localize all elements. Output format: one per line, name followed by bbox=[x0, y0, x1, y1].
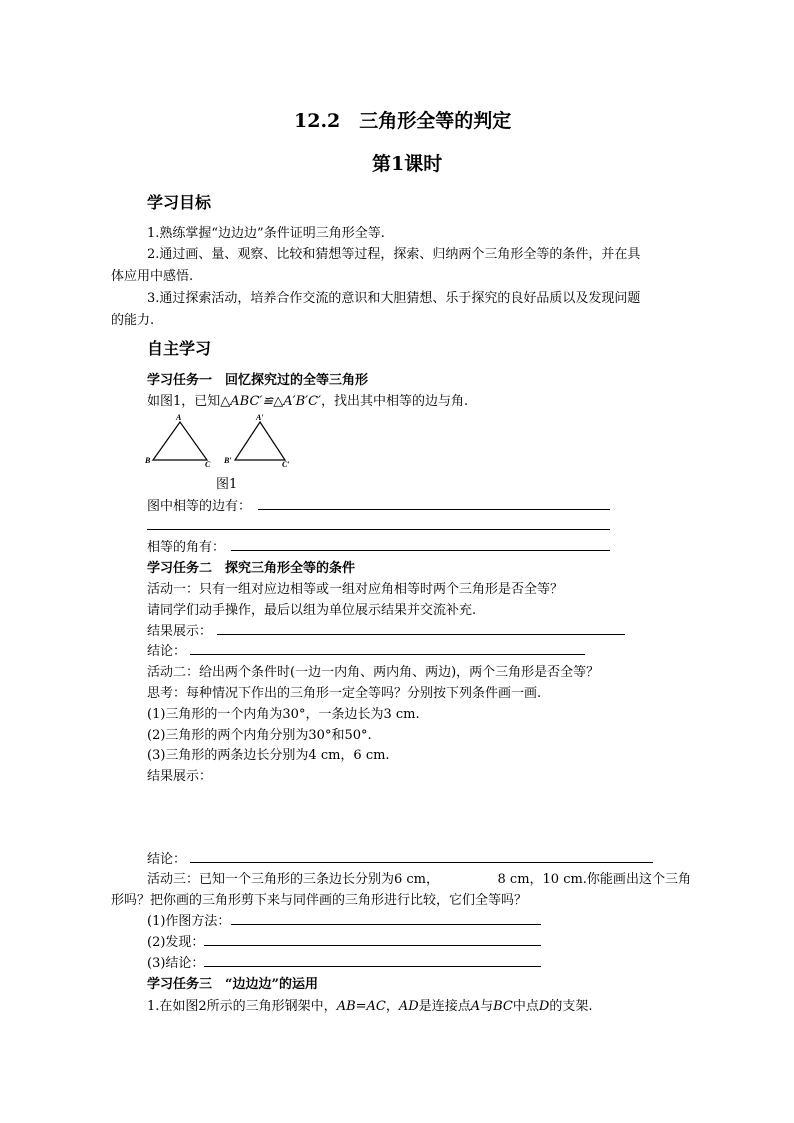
equal-sides-blank-2[interactable] bbox=[147, 529, 610, 530]
task3-q1-sep1: ， bbox=[385, 999, 399, 1014]
goal-3-line1: 3.通过探索活动，培养合作交流的意识和大胆猜想、乐于探究的良好品质以及发现问题 bbox=[147, 291, 641, 306]
label-c: C bbox=[205, 460, 211, 469]
label-a-prime: A′ bbox=[256, 413, 264, 422]
activity-2-conclusion-blank[interactable] bbox=[190, 862, 653, 863]
condition-3: (3)三角形的两条边长分别为4 cm，6 cm. bbox=[147, 748, 390, 763]
figure-1-caption: 图1 bbox=[216, 477, 238, 492]
activity-3-q3-label: (3)结论： bbox=[147, 956, 205, 971]
equal-angles-blank[interactable] bbox=[231, 550, 610, 551]
triangle-abc bbox=[153, 422, 207, 460]
equal-sides-blank-1[interactable] bbox=[258, 509, 610, 510]
activity-2-conclusion-label: 结论： bbox=[147, 852, 187, 867]
task3-q1-math-a: A bbox=[470, 999, 481, 1014]
task3-q1-sep3: 与 bbox=[480, 999, 494, 1014]
equal-angles-label: 相等的角有： bbox=[147, 540, 226, 555]
label-b-prime: B′ bbox=[224, 456, 232, 465]
triangle-a1b1c1 bbox=[235, 422, 285, 460]
task3-q1-sep4: 中点 bbox=[512, 999, 539, 1014]
goals-heading: 学习目标 bbox=[147, 193, 212, 212]
task1-prompt-math: △ABC′≌△A′B′C′ bbox=[220, 394, 321, 409]
condition-1: (1)三角形的一个内角为30°，一条边长为3 cm. bbox=[147, 707, 420, 722]
self-study-heading: 自主学习 bbox=[147, 339, 212, 358]
label-c-prime: C′ bbox=[282, 460, 290, 469]
activity-3-line1: 活动三：已知一个三角形的三条边长分别为6 cm， 8 cm，10 cm.你能画出这个三角 bbox=[147, 872, 691, 887]
activity-1-conclusion-blank[interactable] bbox=[190, 654, 585, 655]
goal-3-line2: 的能力. bbox=[111, 313, 155, 328]
activity-2-result-label: 结果展示： bbox=[147, 769, 213, 784]
label-a: A bbox=[176, 413, 182, 422]
activity-2: 活动二：给出两个条件时(一边一内角、两内角、两边)，两个三角形是否全等？ bbox=[147, 665, 600, 680]
goal-2-line1: 2.通过画、量、观察、比较和猜想等过程，探索、归纳两个三角形全等的条件，并在具 bbox=[147, 247, 641, 262]
activity-3-q2-blank[interactable] bbox=[204, 945, 541, 946]
activity-1-note: 请同学们动手操作，最后以组为单位展示结果并交流补充. bbox=[147, 603, 477, 618]
activity-3-q1-blank[interactable] bbox=[231, 924, 541, 925]
activity-1-result-label: 结果展示： bbox=[147, 624, 213, 639]
activity-1-conclusion-label: 结论： bbox=[147, 644, 187, 659]
activity-2-think: 思考：每种情况下作出的三角形一定全等吗？分别按下列条件画一画. bbox=[147, 686, 542, 701]
figure-1 bbox=[140, 412, 300, 472]
goal-1: 1.熟练掌握“边边边”条件证明三角形全等. bbox=[147, 226, 385, 241]
activity-3-q3-blank[interactable] bbox=[204, 966, 541, 967]
activity-1: 活动一：只有一组对应边相等或一组对应角相等时两个三角形是否全等？ bbox=[147, 582, 564, 597]
lesson-subtitle: 第1课时 bbox=[372, 153, 443, 175]
task3-q1-pre: 1.在如图2所示的三角形钢架中， bbox=[147, 999, 337, 1014]
task3-q1-math-bc: BC bbox=[493, 999, 513, 1014]
task1-prompt bbox=[147, 390, 468, 409]
task3-q1-post: 的支架. bbox=[549, 999, 593, 1014]
goal-2-line2: 体应用中感悟. bbox=[111, 269, 194, 284]
activity-3-q2-label: (2)发现： bbox=[147, 935, 205, 950]
task3-q1-math-ad: AD bbox=[398, 999, 419, 1014]
task3-question-1 bbox=[147, 995, 592, 1014]
task1-heading: 学习任务一 回忆探究过的全等三角形 bbox=[147, 373, 369, 388]
condition-2: (2)三角形的两个内角分别为30°和50°. bbox=[147, 728, 372, 743]
activity-1-result-blank[interactable] bbox=[217, 634, 625, 635]
page-title: 12.2 三角形全等的判定 bbox=[294, 110, 512, 132]
task3-heading: 学习任务三 “边边边”的运用 bbox=[147, 977, 318, 992]
task1-prompt-post: ，找出其中相等的边与角. bbox=[321, 394, 469, 409]
task2-heading: 学习任务二 探究三角形全等的条件 bbox=[147, 561, 356, 576]
task1-prompt-pre: 如图1，已知 bbox=[147, 394, 221, 409]
task3-q1-sep2: 是连接点 bbox=[418, 999, 471, 1014]
label-b: B bbox=[145, 456, 151, 465]
task3-q1-math-ab-ac: AB=AC bbox=[336, 999, 386, 1014]
task3-q1-math-d: D bbox=[538, 999, 550, 1014]
activity-3-line2: 形吗？把你画的三角形剪下来与同伴画的三角形进行比较，它们全等吗？ bbox=[111, 893, 528, 908]
equal-sides-label: 图中相等的边有： bbox=[147, 499, 252, 514]
activity-3-q1-label: (1)作图方法： bbox=[147, 914, 231, 929]
